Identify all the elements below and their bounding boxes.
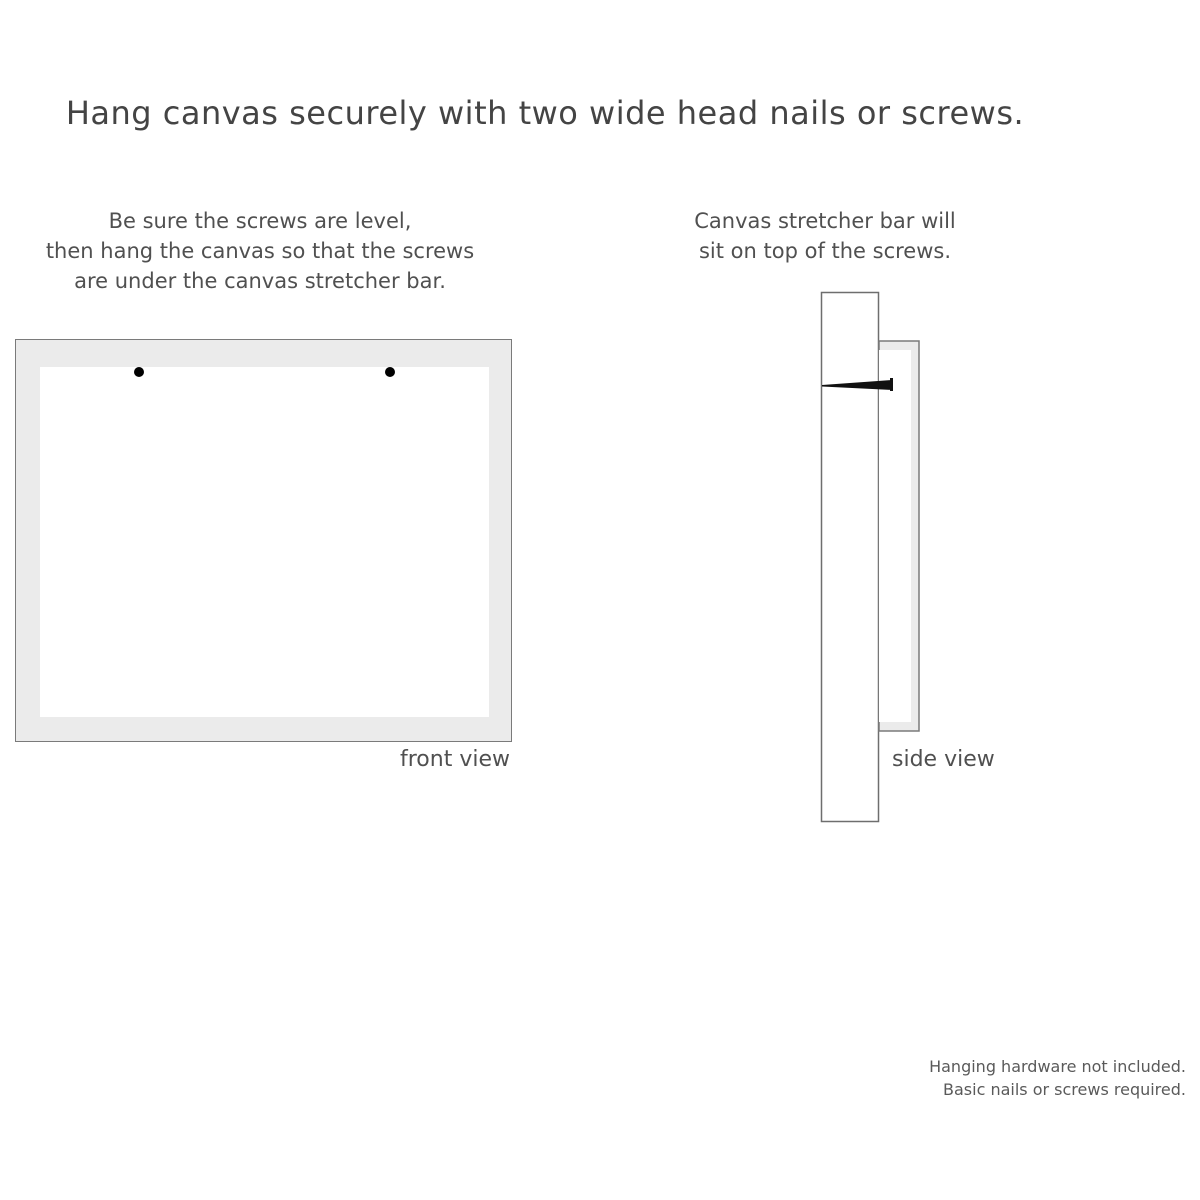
front-caption-line: are under the canvas stretcher bar.	[74, 269, 446, 293]
side-caption-line: Canvas stretcher bar will	[694, 209, 956, 233]
left-screw-icon	[134, 367, 144, 377]
side-view-label: side view	[892, 747, 995, 772]
front-view-label: front view	[400, 747, 510, 772]
front-view-caption	[10, 206, 510, 296]
front-view-frame	[15, 339, 512, 742]
right-screw-icon	[385, 367, 395, 377]
wall-board	[822, 293, 879, 822]
canvas-inner	[879, 350, 911, 722]
side-caption-line: sit on top of the screws.	[698, 239, 952, 263]
front-caption-line: then hang the canvas so that the screws	[45, 239, 475, 263]
front-view-canvas	[40, 367, 489, 717]
page-title: Hang canvas securely with two wide head nails or screws.	[65, 94, 1025, 132]
hardware-footnote	[929, 1055, 1186, 1101]
front-caption-line: Be sure the screws are level,	[108, 209, 412, 233]
screw-head-icon	[890, 378, 893, 391]
side-view-caption	[640, 206, 1010, 266]
footnote-line: Hanging hardware not included.	[929, 1057, 1186, 1076]
footnote-line: Basic nails or screws required.	[943, 1080, 1186, 1099]
